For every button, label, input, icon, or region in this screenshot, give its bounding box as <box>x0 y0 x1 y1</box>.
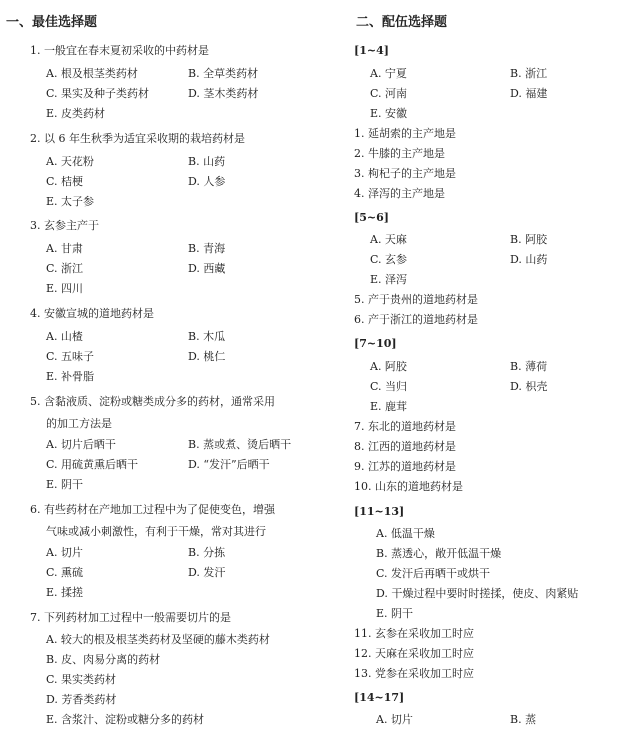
option-d: D. 桃仁 <box>188 350 226 363</box>
option-e: E. 阴干 <box>376 607 414 620</box>
option-b: B. 山药 <box>188 155 226 168</box>
option-c: C. 熏硫 <box>46 566 84 579</box>
option-b: B. 全草类药材 <box>188 67 259 80</box>
question-text-cont: 的加工方法是 <box>46 417 112 430</box>
option-c: C. 五味子 <box>46 350 95 363</box>
option-a: A. 山楂 <box>46 330 83 343</box>
option-b: B. 蒸或煮、烫后晒干 <box>188 438 292 451</box>
item: 11. 玄参在采收加工时应 <box>354 627 474 640</box>
question-number: 4. <box>30 307 41 320</box>
option-e: E. 安徽 <box>370 107 408 120</box>
question-text-cont: 气味或减小刺激性，有利于干燥，常对其进行 <box>46 525 266 538</box>
question-2 <box>30 132 245 146</box>
option-e: E. 太子参 <box>46 195 95 208</box>
option-a: A. 根及根茎类药材 <box>46 67 138 80</box>
item: 10. 山东的道地药材是 <box>354 480 463 493</box>
item: 3. 枸杞子的主产地是 <box>354 167 456 180</box>
item: 9. 江苏的道地药材是 <box>354 460 456 473</box>
option-b: B. 薄荷 <box>510 360 548 373</box>
option-d: D. 芳香类药材 <box>46 693 117 706</box>
option-a: A. 天花粉 <box>46 155 94 168</box>
question-5 <box>30 395 275 409</box>
question-3 <box>30 219 99 233</box>
option-d: D. 西藏 <box>188 262 226 275</box>
option-e: E. 阴干 <box>46 478 84 491</box>
option-b: B. 木瓜 <box>188 330 226 343</box>
question-1 <box>30 44 209 58</box>
question-number: 7. <box>30 611 41 624</box>
option-b: B. 分拣 <box>188 546 226 559</box>
item: 5. 产于贵州的道地药材是 <box>354 293 478 306</box>
question-text: 一般宜在春末夏初采收的中药材是 <box>44 44 209 57</box>
option-c: C. 浙江 <box>46 262 84 275</box>
option-c: C. 发汗后再晒干或烘干 <box>376 567 491 580</box>
option-a: A. 切片 <box>46 546 83 559</box>
group-label: [7~10] <box>354 337 397 350</box>
item: 4. 泽泻的主产地是 <box>354 187 445 200</box>
option-a: A. 切片 <box>376 713 413 726</box>
item: 13. 党参在采收加工时应 <box>354 667 474 680</box>
option-c: C. 玄参 <box>370 253 408 266</box>
option-c: C. 果实及种子类药材 <box>46 87 150 100</box>
option-b: B. 浙江 <box>510 67 548 80</box>
question-text: 玄参主产于 <box>44 219 99 232</box>
question-number: 6. <box>30 503 41 516</box>
option-b: B. 蒸 <box>510 713 537 726</box>
option-a: A. 低温干燥 <box>376 527 435 540</box>
option-e: E. 补骨脂 <box>46 370 95 383</box>
group-label: [14~17] <box>354 691 405 704</box>
option-a: A. 宁夏 <box>370 67 407 80</box>
option-d: D. 山药 <box>510 253 548 266</box>
question-text: 以 6 年生秋季为适宜采收期的栽培药材是 <box>44 132 245 145</box>
option-e: E. 鹿茸 <box>370 400 408 413</box>
group-label: [5~6] <box>354 211 389 224</box>
option-d: D. 枳壳 <box>510 380 548 393</box>
option-d: D. 福建 <box>510 87 548 100</box>
option-e: E. 四川 <box>46 282 84 295</box>
option-a: A. 切片后晒干 <box>46 438 116 451</box>
option-a: A. 较大的根及根茎类药材及坚硬的藤木类药材 <box>46 633 270 646</box>
option-a: A. 甘肃 <box>46 242 83 255</box>
option-b: B. 蒸透心，敞开低温干燥 <box>376 547 502 560</box>
option-e: E. 含浆汁、淀粉或糖分多的药材 <box>46 713 205 726</box>
group-label: [11~13] <box>354 505 405 518</box>
option-b: B. 皮、肉易分离的药材 <box>46 653 161 666</box>
option-a: A. 天麻 <box>370 233 407 246</box>
question-number: 1. <box>30 44 41 57</box>
option-d: D. 发汗 <box>188 566 226 579</box>
option-c: C. 果实类药材 <box>46 673 117 686</box>
option-d: D. “发汗”后晒干 <box>188 458 270 471</box>
option-b: B. 青海 <box>188 242 226 255</box>
option-c: C. 桔梗 <box>46 175 84 188</box>
question-number: 2. <box>30 132 41 145</box>
option-a: A. 阿胶 <box>370 360 407 373</box>
option-b: B. 阿胶 <box>510 233 548 246</box>
item: 7. 东北的道地药材是 <box>354 420 456 433</box>
question-text: 安徽宣城的道地药材是 <box>44 307 154 320</box>
option-c: C. 当归 <box>370 380 408 393</box>
question-text: 含黏液质、淀粉或糖类成分多的药材，通常采用 <box>44 395 275 408</box>
question-text: 下列药材加工过程中一般需要切片的是 <box>44 611 231 624</box>
item: 12. 天麻在采收加工时应 <box>354 647 474 660</box>
question-number: 5. <box>30 395 41 408</box>
option-d: D. 干燥过程中要时时搓揉，使皮、肉紧贴 <box>376 587 579 600</box>
section-title: 一、最佳选择题 <box>6 15 98 30</box>
group-label: [1~4] <box>354 44 389 57</box>
item: 8. 江西的道地药材是 <box>354 440 456 453</box>
item: 6. 产于浙江的道地药材是 <box>354 313 478 326</box>
question-6 <box>30 503 275 517</box>
section-title: 二、配伍选择题 <box>356 15 448 30</box>
option-e: E. 皮类药材 <box>46 107 106 120</box>
option-e: E. 泽泻 <box>370 273 408 286</box>
question-number: 3. <box>30 219 41 232</box>
option-d: D. 茎木类药材 <box>188 87 259 100</box>
question-7 <box>30 611 231 625</box>
item: 2. 牛膝的主产地是 <box>354 147 445 160</box>
option-d: D. 人参 <box>188 175 226 188</box>
question-4 <box>30 307 154 321</box>
option-c: C. 河南 <box>370 87 408 100</box>
question-text: 有些药材在产地加工过程中为了促使变色，增强 <box>44 503 275 516</box>
option-c: C. 用硫黄熏后晒干 <box>46 458 139 471</box>
option-e: E. 揉搓 <box>46 586 84 599</box>
item: 1. 延胡索的主产地是 <box>354 127 456 140</box>
